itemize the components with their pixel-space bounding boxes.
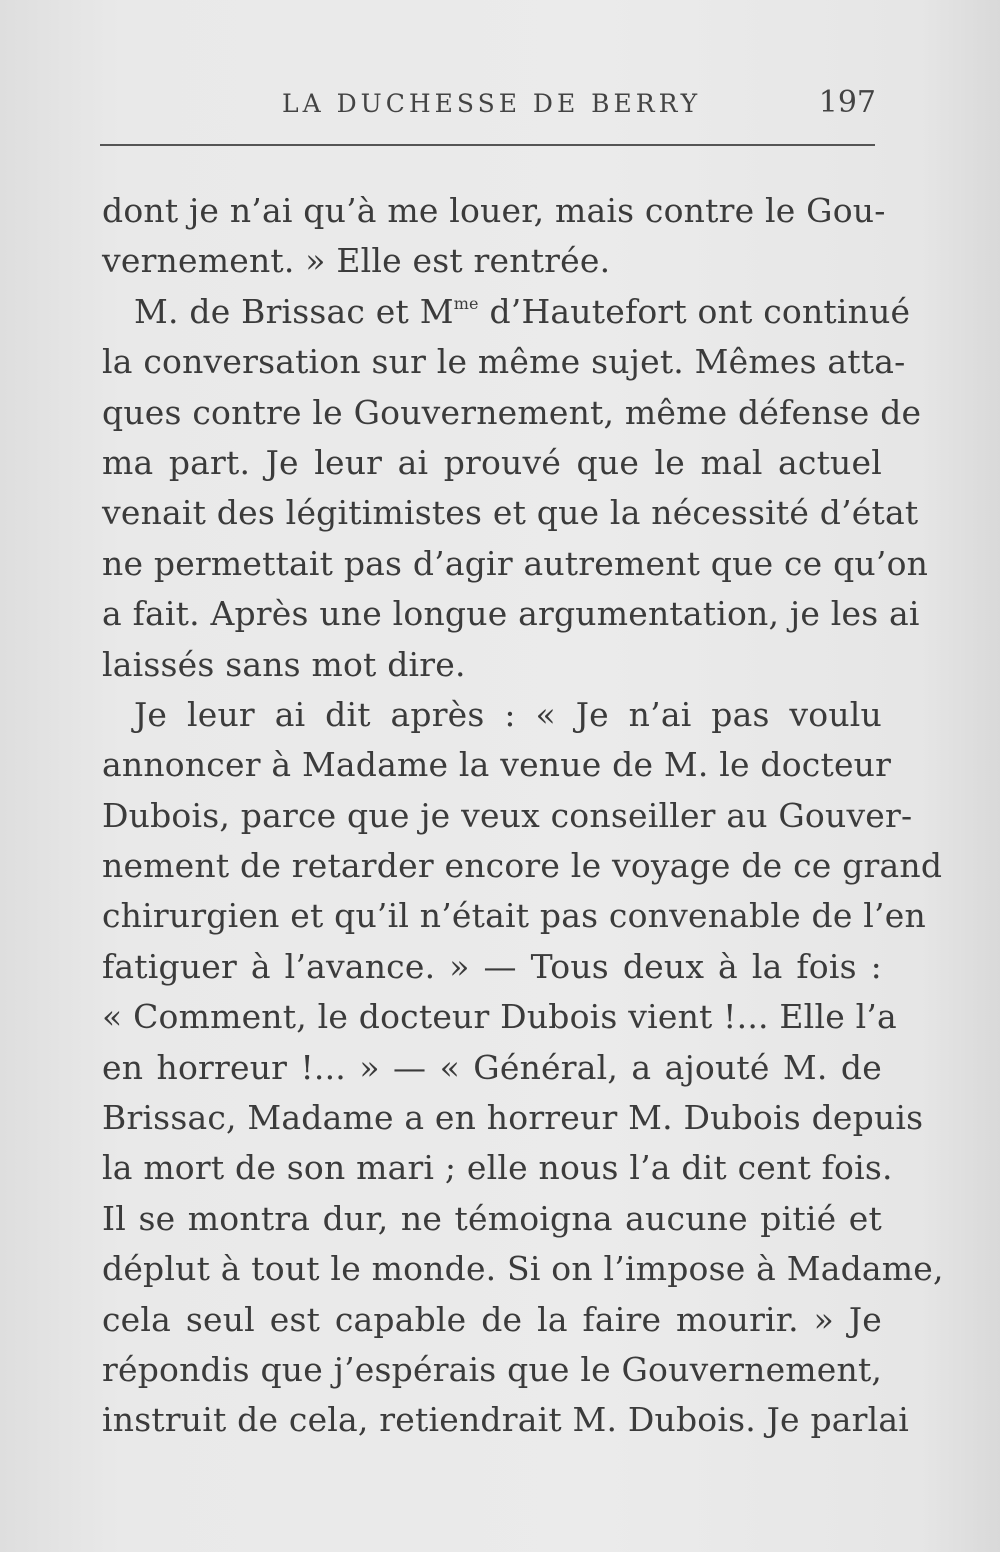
text-line: en horreur !... » — « Général, a ajouté M. de [102, 1047, 882, 1087]
text-line: laissés sans mot dire. [102, 644, 466, 684]
text-line: Il se montra dur, ne témoigna aucune pitié et [102, 1198, 882, 1238]
text-line: « Comment, le docteur Dubois vient !... Elle l’a [102, 997, 897, 1037]
text-line: dont je n’ai qu’à me louer, mais contre le Gou- [102, 191, 886, 230]
text-line [102, 287, 911, 337]
text-line: Je leur ai dit après : « Je n’ai pas voulu [134, 694, 882, 734]
superscript: me [453, 293, 479, 313]
body-text [102, 186, 944, 1446]
text-line: ma part. Je leur ai prouvé que le mal actuel [102, 442, 882, 482]
running-title: LA DUCHESSE DE BERRY [282, 89, 702, 118]
text-line: ques contre le Gouvernement, même défense de [102, 392, 922, 432]
text-line: venait des légitimistes et que la nécessité d’état [102, 493, 919, 533]
text-line: instruit de cela, retiendrait M. Dubois. Je parlai [102, 1400, 910, 1440]
text-line: répondis que j’espérais que le Gouvernement, [102, 1349, 883, 1389]
text-line: nement de retarder encore le voyage de ce grand [102, 846, 943, 886]
text-line: la conversation sur le même sujet. Mêmes atta- [102, 342, 906, 382]
text-segment: M. de Brissac et M [134, 291, 454, 331]
text-line: a fait. Après une longue argumentation, je les ai [102, 594, 920, 634]
text-line: Dubois, parce que je veux conseiller au Gouver- [102, 795, 913, 835]
text-line: la mort de son mari ; elle nous l’a dit cent fois. [102, 1148, 893, 1188]
text-line: vernement. » Elle est rentrée. [102, 241, 611, 281]
text-line: Brissac, Madame a en horreur M. Dubois depuis [102, 1098, 924, 1138]
text-segment: d’Hautefort ont continué [489, 291, 911, 331]
text-line: ne permettait pas d’agir autrement que ce qu’on [102, 543, 929, 583]
text-line: déplut à tout le monde. Si on l’impose à Madame, [102, 1249, 944, 1289]
text-line: annoncer à Madame la venue de M. le docteur [102, 745, 892, 785]
running-head [100, 85, 880, 125]
text-line: fatiguer à l’avance. » — Tous deux à la fois : [102, 946, 882, 986]
text-line: chirurgien et qu’il n’était pas convenable de l’en [102, 896, 926, 936]
header-rule [100, 144, 875, 146]
page-number: 197 [818, 85, 876, 120]
text-line: cela seul est capable de la faire mourir. » Je [102, 1299, 882, 1339]
